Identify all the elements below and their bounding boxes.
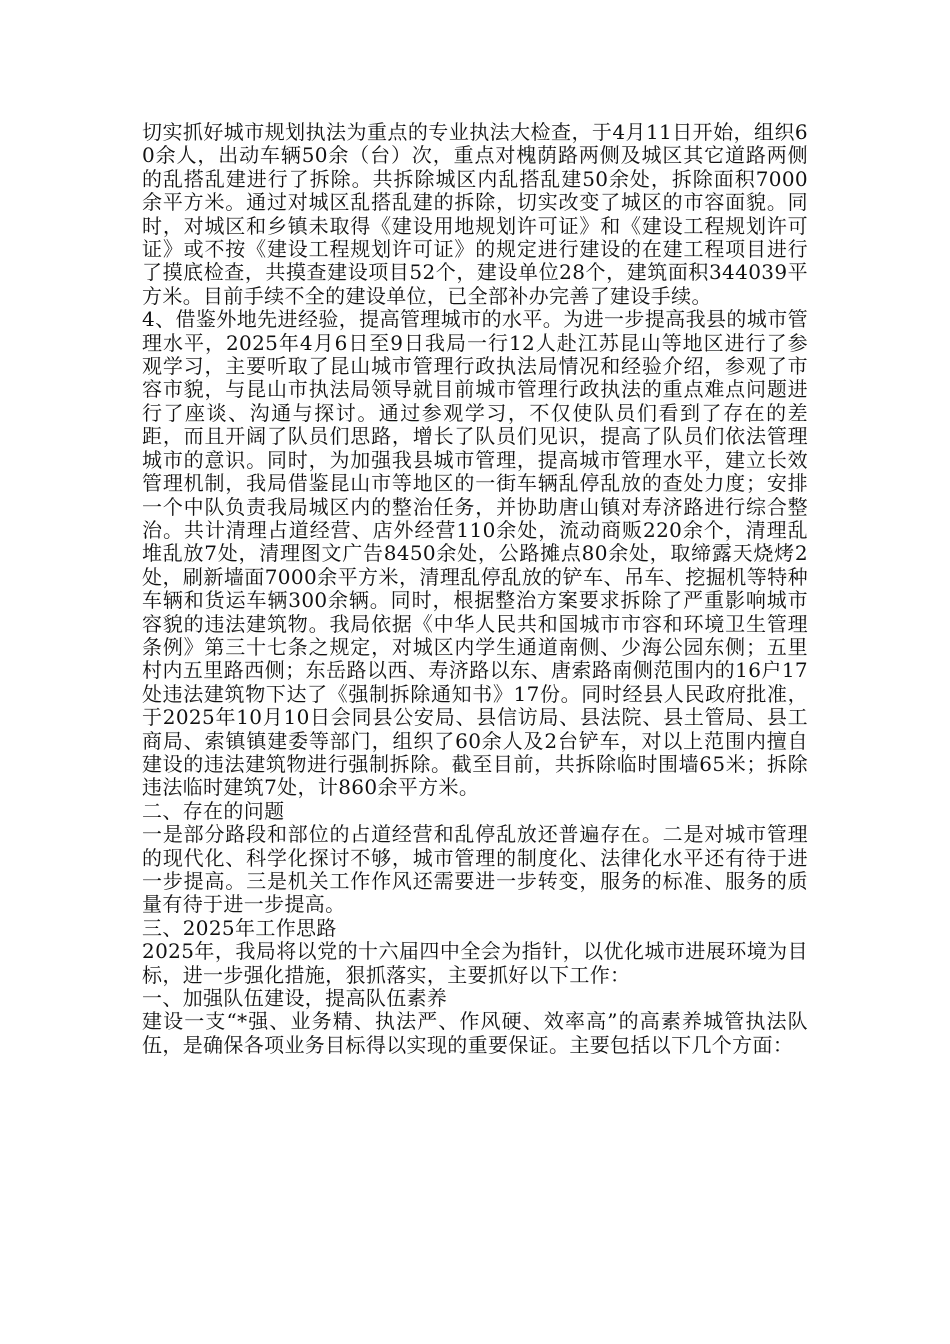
paragraph-planning-enforcement: 切实抓好城市规划执法为重点的专业执法大检查，于4月11日开始，组织60余人，出动车辆50余（台）次，重点对槐荫路两侧及城区其它道路两侧的乱搭乱建进行了拆除。共拆除城区内乱搭乱建50余处，拆除面积7000余平方米。通过对城区乱搭乱建的拆除，切实改变了城区的市容面貌。同时，对城区和乡镇未取得《建设用地规划许可证》和《建设工程规划许可证》或不按《建设工程规划许可证》的规定进行建设的在建工程项目进行了摸底检查，共摸查建设项目52个，建设单位28个，建筑面积344039平方米。目前手续不全的建设单位，已全部补办完善了建设手续。 (142, 120, 808, 308)
heading-work-plan: 三、2025年工作思路 (142, 915, 337, 940)
paragraph-learning-experience: 4、借鉴外地先进经验，提高管理城市的水平。为进一步提高我县的城市管理水平，2025年4月6日至9日我局一行12人赴江苏昆山等地区进行了参观学习，主要听取了昆山城市管理行政执法局情况和经验介绍，参观了市容市貌，与昆山市执法局领导就目前城市管理行政执法的重点难点问题进行了座谈、沟通与探讨。通过参观学习，不仅使队员们看到了存在的差距，而且开阔了队员们思路，增长了队员们见识，提高了队员们依法管理城市的意识。同时，为加强我县城市管理，提高城市管理水平，建立长效管理机制，我局借鉴昆山市等地区的一街车辆乱停乱放的查处力度；安排一个中队负责我局城区内的整治任务，并协助唐山镇对寿济路进行综合整治。共计清理占道经营、店外经营110余处，流动商贩220余个，清理乱堆乱放7处，清理图文广告8450余处，公路摊点80余处，取缔露天烧烤2处，刷新墙面7000余平方米，清理乱停乱放的铲车、吊车、挖掘机等特种车辆和货运车辆300余辆。同时，根据整治方案要求拆除了严重影响城市容貌的违法建筑物。我局依据《中华人民共和国城市市容和环境卫生管理条例》第三十七条之规定，对城区内学生通道南侧、少海公园东侧；五里村内五里路西侧；东岳路以西、寿济路以东、唐索路南侧范围内的16户17处违法建筑物下达了《强制拆除通知书》17份。同时经县人民政府批准，于2025年10月10日会同县公安局、县信访局、县法院、县土管局、县工商局、索镇镇建委等部门，组织了60余人及2台铲车，对以上范围内擅自建设的违法建筑物进行强制拆除。截至目前，共拆除临时围墙65米；拆除违法临时建筑7处，计860余平方米。 (142, 307, 808, 800)
paragraph-work-plan: 2025年，我局将以党的十六届四中全会为指针，以优化城市进展环境为目标，进一步强化措施，狠抓落实，主要抓好以下工作： (142, 939, 808, 987)
heading-team-building: 一、加强队伍建设，提高队伍素养 (142, 986, 448, 1011)
document-body (142, 121, 808, 1057)
paragraph-existing-problems: 一是部分路段和部位的占道经营和乱停乱放还普遍存在。二是对城市管理的现代化、科学化探讨不够，城市管理的制度化、法律化水平还有待于进一步提高。三是机关工作作风还需要进一步转变，服务的标准、服务的质量有待于进一步提高。 (142, 822, 808, 917)
heading-existing-problems: 二、存在的问题 (142, 798, 285, 823)
paragraph-team-building: 建设一支“*强、业务精、执法严、作风硬、效率高”的高素养城管执法队伍，是确保各项业务目标得以实现的重要保证。主要包括以下几个方面： (142, 1009, 808, 1057)
